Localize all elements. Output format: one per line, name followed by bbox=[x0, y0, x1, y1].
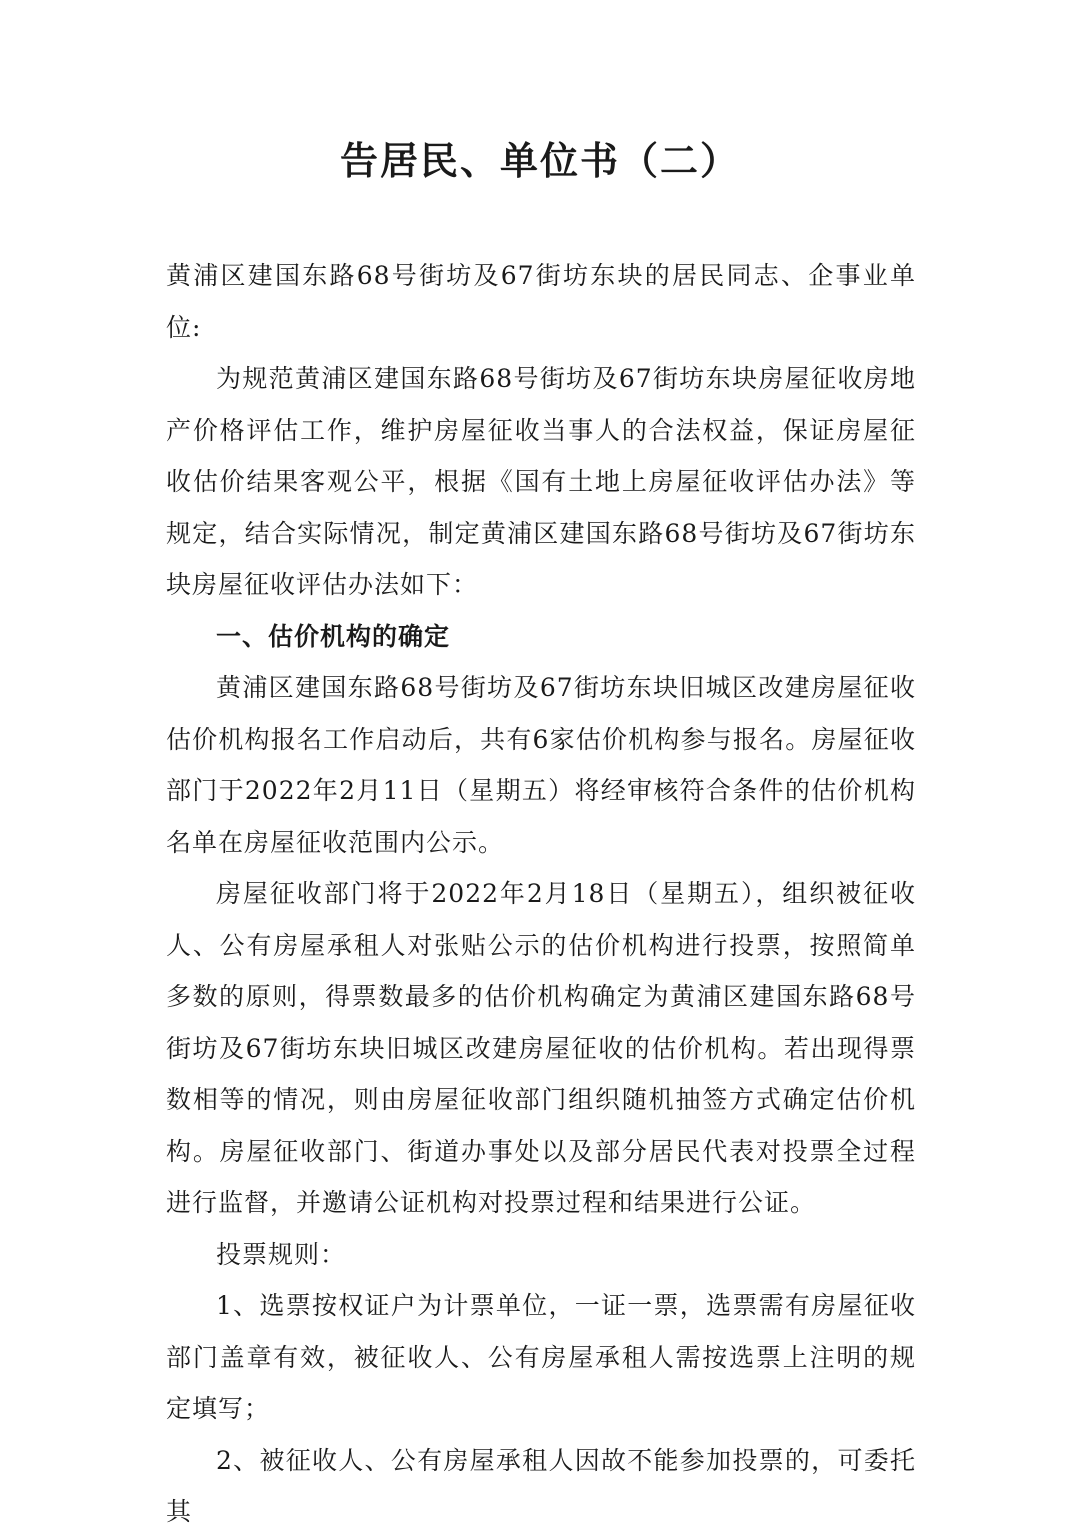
voting-rule-1: 1、选票按权证户为计票单位，一证一票，选票需有房屋征收部门盖章有效，被征收人、公有房屋承租人需按选票上注明的规定填写； bbox=[166, 1291, 916, 1423]
paragraph-registration: 黄浦区建国东路68号街坊及67街坊东块旧城区改建房屋征收估价机构报名工作启动后，共有6家估价机构参与报名。房屋征收部门于2022年2月11日（星期五）将经审核符合条件的估价机构名单在房屋征收范围内公示。 bbox=[166, 673, 916, 857]
intro-paragraph: 为规范黄浦区建国东路68号街坊及67街坊东块房屋征收房地产价格评估工作，维护房屋征收当事人的合法权益，保证房屋征收估价结果客观公平，根据《国有土地上房屋征收评估办法》等规定，结合实际情况，制定黄浦区建国东路68号街坊及67街坊东块房屋征收评估办法如下： bbox=[166, 364, 916, 599]
document-body bbox=[166, 250, 916, 1538]
section-heading: 一、估价机构的确定 bbox=[216, 621, 451, 651]
paragraph-voting: 房屋征收部门将于2022年2月18日（星期五），组织被征收人、公有房屋承租人对张贴公示的估价机构进行投票，按照简单多数的原则，得票数最多的估价机构确定为黄浦区建国东路68号街坊及67街坊东块旧城区改建房屋征收的估价机构。若出现得票数相等的情况，则由房屋征收部门组织随机抽签方式确定估价机构。房屋征收部门、街道办事处以及部分居民代表对投票全过程进行监督，并邀请公证机构对投票过程和结果进行公证。 bbox=[166, 879, 916, 1217]
salutation: 黄浦区建国东路68号街坊及67街坊东块的居民同志、企事业单位: bbox=[166, 261, 916, 342]
voting-rules-label: 投票规则： bbox=[216, 1239, 347, 1269]
document-title: 告居民、单位书（二） bbox=[339, 139, 740, 183]
voting-rule-2: 2、被征收人、公有房屋承租人因故不能参加投票的，可委托其 bbox=[166, 1445, 916, 1526]
